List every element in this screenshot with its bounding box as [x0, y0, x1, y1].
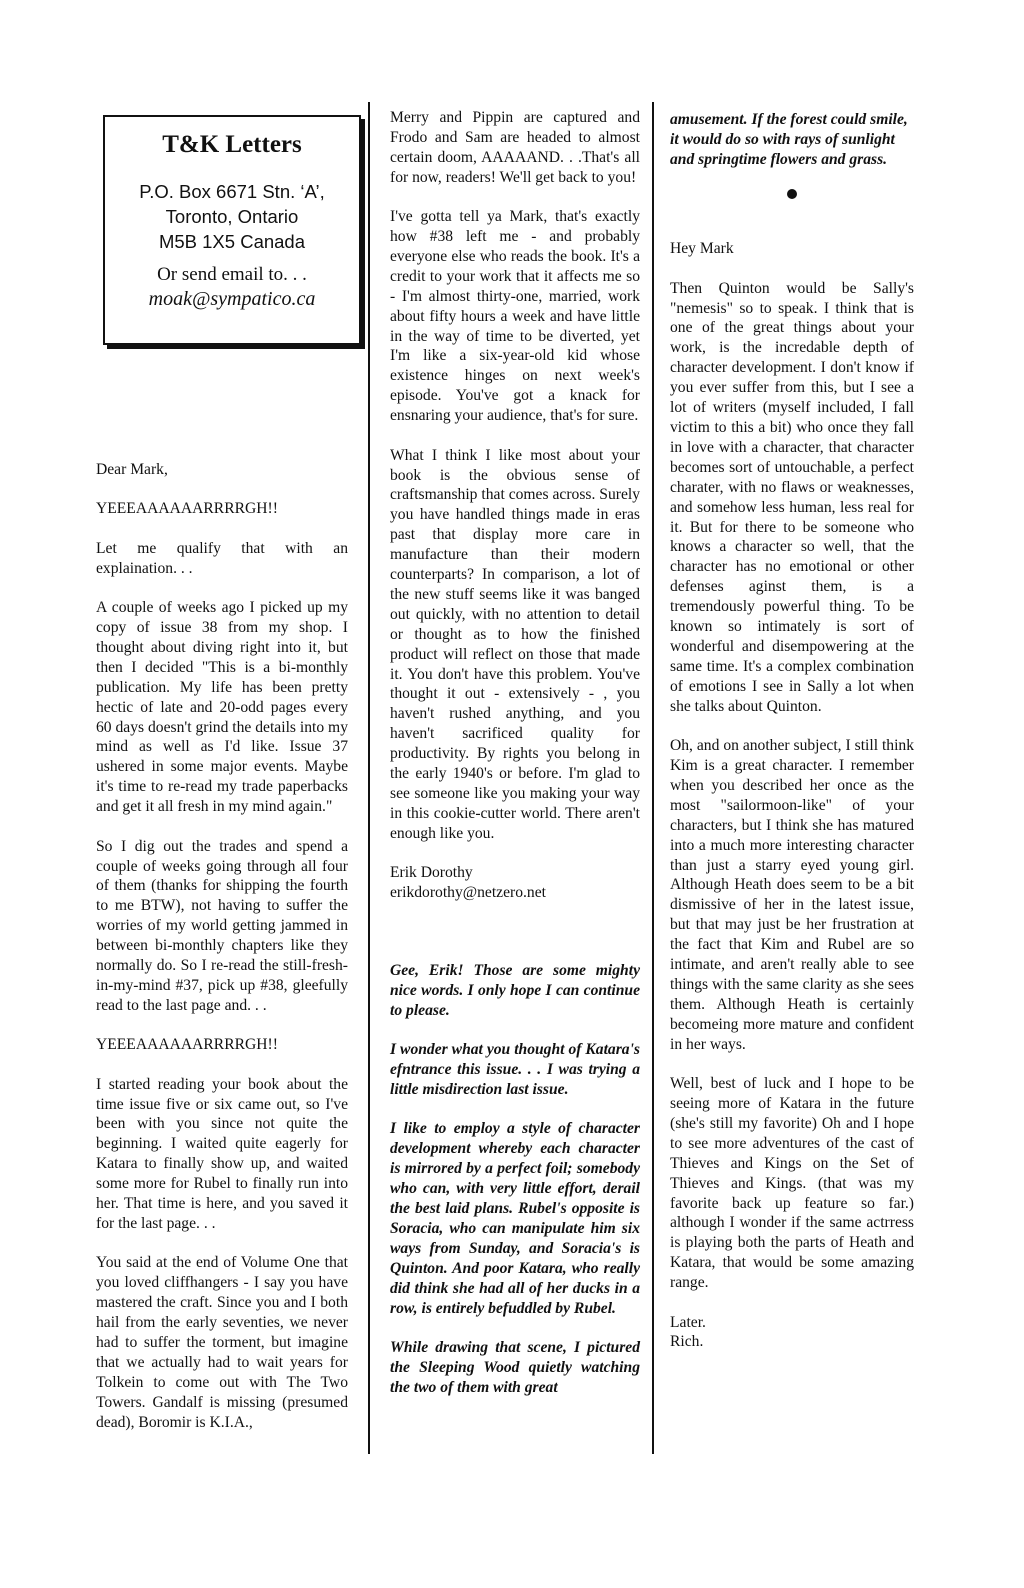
letter-signature: Rich. — [670, 1333, 704, 1351]
letter-paragraph: I've gotta tell ya Mark, that's exactly how #38 left me - and probably everyone else who reads the book. It's a credit to your work that it affects me so - I'm almost thirty-one, married, work about fifty hours a week and have little in the way of time to be diverted, yet I'm like a six-year-old kid whose existence hinges on next week's episode. You've got a knack for ensnaring your audience, that's for sure. — [390, 208, 640, 425]
column-divider-right — [652, 102, 654, 1454]
section-bullet — [787, 189, 797, 199]
column-divider-left — [368, 102, 370, 1454]
address-lines — [105, 179, 359, 254]
editor-reply: amusement. If the forest could smile, it would do so with rays of sunlight and springtime flowers and grass. — [670, 111, 908, 168]
letter-paragraph: A couple of weeks ago I picked up my copy of issue 38 from my shop. I thought about diving right into it, but then I decided "This is a bi-monthly publication. My life has been pretty hectic of late and 20-odd pages every 60 days doesn't grind the details into my mind as well as I'd like. Issue 37 ushered in some major events. Maybe it's time to re-read my trade paperbacks and get it all fresh in my mind again." — [96, 599, 348, 816]
letter-paragraph: Merry and Pippin are captured and Frodo and Sam are headed to almost certain doom, AAAAAND. . .That's all for now, readers! We'll get back to you! — [390, 109, 640, 186]
letter-paragraph: YEEEAAAAAARRRRGH!! — [96, 1036, 278, 1054]
letter-paragraph: I started reading your book about the time issue five or six came out, so I've been with you since not quite the beginning. I waited quite eagerly for Katara to finally show up, and waited some more for Rubel to finally run into her. That time is here, and you saved it for the last page. . . — [96, 1075, 348, 1232]
address-line: P.O. Box 6671 Stn. ‘A’, — [139, 181, 325, 202]
letter-closing: Later. — [670, 1313, 706, 1331]
contact-email: moak@sympatico.ca — [148, 288, 316, 310]
letter-paragraph: Oh, and on another subject, I still think Kim is a great character. I remember when you described her once as the most "sailormoon-like" of your characters, but I think she has matured into a much more interesting character than just a starry eyed young girl. Although Heath does seem to be a bit dismissive of her in the latest issue, but that may just be her frustration at the fact that Kim and Rubel are so intimate, and aren't really able to see things with the same clarity as she sees them. Although Heath is certainly becomeing more mature and confident in her ways. — [670, 737, 914, 1053]
email-lead: Or send email to. . . — [157, 264, 307, 285]
letter-paragraph: You said at the end of Volume One that you loved cliffhangers - I say you have mastered the craft. Since you and I both hail from the early seventies, we never had to suffer the torment, but imagine that we actually had to wait years for Tolkein to come out with The Two Towers. Gandalf is missing (presumed dead), Boromir is K.I.A., — [96, 1254, 348, 1431]
address-line: Toronto, Ontario — [165, 206, 299, 227]
address-box — [103, 115, 361, 345]
editor-reply: Gee, Erik! Those are some mighty nice words. I only hope I can continue to please. — [390, 962, 640, 1019]
letter-paragraph: Well, best of luck and I hope to be seeing more of Katara in the future (she's still my favorite) Oh and I hope to see more adventures of the cast of Thieves and Kings on the Set of Thieves and Kings. (that was my favorite back up feature so far.) although I wonder if the same actrress is playing both the parts of Heath and Katara, that would be some amazing range. — [670, 1075, 914, 1292]
editor-reply: While drawing that scene, I pictured the Sleeping Wood quietly watching the two of them with great — [390, 1339, 640, 1396]
letter-greeting: Hey Mark — [670, 240, 734, 258]
letter-paragraph: So I dig out the trades and spend a couple of weeks going through all four of them (thanks for shipping the fourth to me BTW), not having to suffer the worries of my world getting jammed in between bi-monthly chapters like they normally do. So I re-read the still-fresh-in-my-mind #37, pick up #38, gleefully read to the last page and. . . — [96, 837, 348, 1014]
editor-reply: I wonder what you thought of Katara's efntrance this issue. . . I was trying a little misdirection last issue. — [390, 1041, 640, 1099]
letter-paragraph: Dear Mark, — [96, 461, 168, 478]
signature-email: erikdorothy@netzero.net — [390, 884, 546, 902]
letter-paragraph: YEEEAAAAAARRRRGH!! — [96, 500, 278, 518]
letter-paragraph: Then Quinton would be Sally's "nemesis" so to speak. I think that is one of the great things about your work, is the incredable depth of character development. I don't know if you ever suffer from this, but I see a lot of writers (myself included, I fall victim to this a bit) who once they fall in love with a character, that character becomes sort of untouchable, a perfect charater, with no flaws or weaknesses, and somehow less human, less real for it. But for there to be someone who knows a character so well, that the character has no emotional or other defenses aginst them, is a tremendously powerful thing. To be known so intimately is sort of wonderful and disempowering at the same time. It's a complex combination of emotions I see in Sally a lot when she talks about Quinton. — [670, 279, 914, 715]
editor-reply: I like to employ a style of character development whereby each character is mirrored by a perfect foil; somebody who can, with very little effort, derail the best laid plans. Rubel's opposite is Soracia, who can manipulate him six ways from Sunday, and Soracia's is Quinton. And poor Katara, who really did think she had all of her ducks in a row, is entirely befuddled by Rubel. — [390, 1120, 640, 1317]
column-2 — [390, 108, 640, 1417]
letter-paragraph: What I think I like most about your book is the obvious sense of craftsmanship that comes across. Surely you have handled things made in eras past that display more care in manufacture than their modern counterparts? In comparison, a lot of the new stuff seems like it was banged out quickly, with no attention to detail or thought as to how the finished product will reflect on those that made it. You don't have this problem. You've thought it out - extensively - , you haven't rushed anything, and you haven't sacrificed quality for productivity. By rights you belong in the early 1940's or before. I'm glad to see someone like you making your way in this cookie-cutter world. There aren't enough like you. — [390, 446, 640, 842]
column-1 — [96, 460, 348, 1452]
signature-name: Erik Dorothy — [390, 864, 473, 882]
address-line: M5B 1X5 Canada — [158, 231, 306, 252]
address-box-title: T&K Letters — [162, 131, 302, 158]
column-3 — [670, 110, 914, 1372]
letter-paragraph: Let me qualify that with an explaination. . . — [96, 539, 348, 577]
